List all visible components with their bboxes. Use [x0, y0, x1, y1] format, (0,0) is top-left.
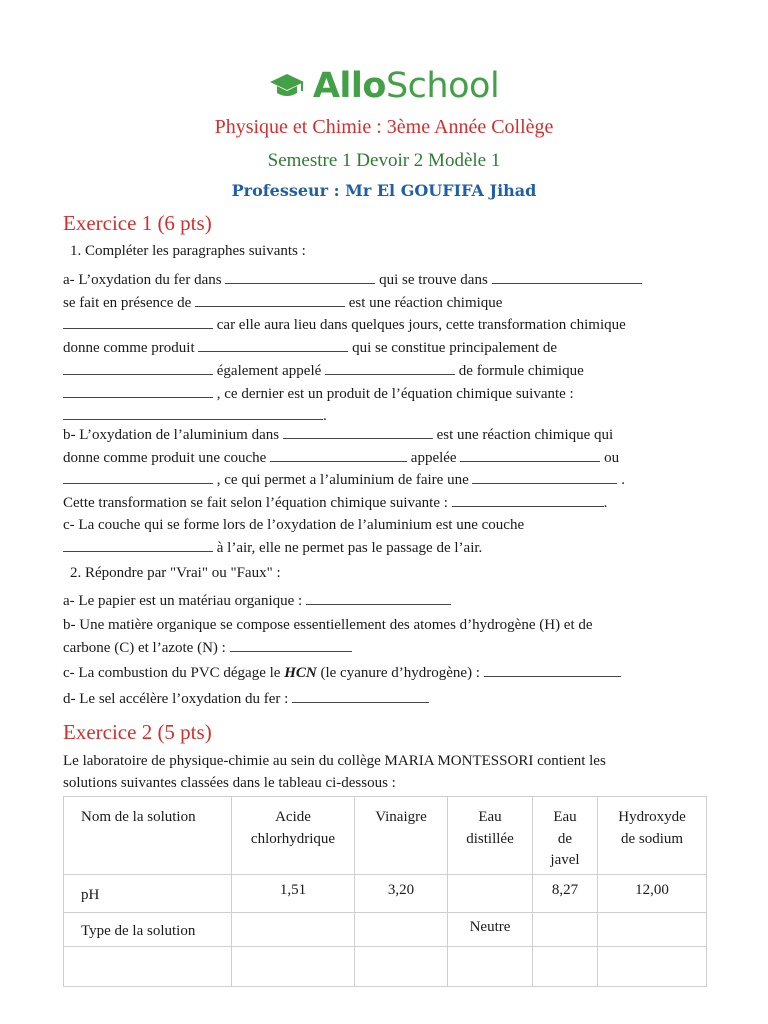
- true-false-a: a- Le papier est un matériau organique :: [63, 590, 713, 613]
- fill-blank[interactable]: [492, 269, 642, 284]
- fill-blank[interactable]: [195, 292, 345, 307]
- fill-blank[interactable]: [484, 662, 621, 677]
- table-cell[interactable]: [598, 913, 707, 947]
- table-cell: 12,00: [598, 875, 707, 913]
- fill-blank[interactable]: [325, 360, 455, 375]
- table-cell[interactable]: [355, 947, 448, 987]
- row-label-ph: pH: [64, 875, 232, 913]
- graduation-cap-icon: [269, 71, 305, 101]
- fill-blank[interactable]: [63, 537, 213, 552]
- paragraph-b: b- L’oxydation de l’aluminium dans est une réaction chimique qui donne comme produit une couche appelée ou , ce qui permet a l’aluminium de faire une . Cette transformation se fait selon l’équation chimique suivante : .: [63, 424, 713, 515]
- exercise2-intro: Le laboratoire de physique-chimie au sein du collège MARIA MONTESSORI contient les solutions suivantes classées dans le tableau ci-dessous :: [63, 753, 606, 791]
- fill-blank[interactable]: [472, 469, 617, 484]
- table-cell[interactable]: [448, 947, 533, 987]
- table-cell: [64, 947, 232, 987]
- true-false-d: d- Le sel accélère l’oxydation du fer :: [63, 688, 713, 711]
- paragraph-a: a- L’oxydation du fer dans qui se trouve dans se fait en présence de est une réaction chimique car elle aura lieu dans quelques jours, cette transformation chimique donne comme produit qui se constitue principalement de également appelé de formule chimique , ce dernier est un produit de l’équation chimique suivante : .: [63, 269, 713, 428]
- alloschool-logo[interactable]: [0, 66, 768, 106]
- fill-blank[interactable]: [63, 469, 213, 484]
- fill-blank[interactable]: [225, 269, 375, 284]
- table-cell: 1,51: [232, 875, 355, 913]
- fill-blank[interactable]: [63, 314, 213, 329]
- fill-blank[interactable]: [460, 447, 600, 462]
- table-header-cell: Eau de javel: [533, 797, 598, 875]
- table-cell[interactable]: [448, 875, 533, 913]
- table-header-row: [64, 797, 707, 875]
- teacher-name: Professeur : Mr El GOUFIFA Jihad: [231, 181, 537, 200]
- question-1: 1. Compléter les paragraphes suivants :: [70, 243, 306, 259]
- question-2: 2. Répondre par "Vrai" ou "Faux" :: [70, 565, 281, 581]
- document-title: Physique et Chimie : 3ème Année Collège: [214, 116, 554, 138]
- table-row: [64, 947, 707, 987]
- fill-blank[interactable]: [63, 360, 213, 375]
- true-false-c: c- La combustion du PVC dégage le HCN (le cyanure d’hydrogène) :: [63, 662, 713, 685]
- fill-blank[interactable]: [283, 424, 433, 439]
- table-header-cell: Hydroxyde de sodium: [598, 797, 707, 875]
- table-header-cell: Eau distillée: [448, 797, 533, 875]
- paragraph-c: c- La couche qui se forme lors de l’oxydation de l’aluminium est une couche à l’air, elle ne permet pas le passage de l’air.: [63, 517, 525, 556]
- fill-blank[interactable]: [63, 383, 213, 398]
- table-header-cell: Vinaigre: [355, 797, 448, 875]
- fill-blank[interactable]: [63, 405, 323, 420]
- brand-name: AlloSchool: [312, 66, 500, 106]
- solutions-table: [63, 796, 707, 987]
- fill-blank[interactable]: [270, 447, 407, 462]
- document-subtitle: Semestre 1 Devoir 2 Modèle 1: [267, 150, 501, 171]
- fill-blank[interactable]: [306, 590, 451, 605]
- table-cell[interactable]: [232, 913, 355, 947]
- table-cell[interactable]: [533, 913, 598, 947]
- table-row: [64, 875, 707, 913]
- table-cell[interactable]: [355, 913, 448, 947]
- table-cell: 8,27: [533, 875, 598, 913]
- table-header-cell: Nom de la solution: [64, 797, 232, 875]
- row-label-type: Type de la solution: [64, 913, 232, 947]
- table-row: [64, 913, 707, 947]
- true-false-b: b- Une matière organique se compose essentiellement des atomes d’hydrogène (H) et de carbone (C) et l’azote (N) :: [63, 617, 593, 656]
- fill-blank[interactable]: [452, 492, 604, 507]
- fill-blank[interactable]: [292, 688, 429, 703]
- table-cell[interactable]: [232, 947, 355, 987]
- fill-blank[interactable]: [198, 337, 348, 352]
- exercise2-heading: Exercice 2 (5 pts): [63, 720, 212, 744]
- table-header-cell: Acide chlorhydrique: [232, 797, 355, 875]
- table-cell[interactable]: [533, 947, 598, 987]
- table-cell: Neutre: [448, 913, 533, 947]
- table-cell: 3,20: [355, 875, 448, 913]
- fill-blank[interactable]: [230, 637, 352, 652]
- exercise1-heading: Exercice 1 (6 pts): [63, 211, 212, 235]
- table-cell[interactable]: [598, 947, 707, 987]
